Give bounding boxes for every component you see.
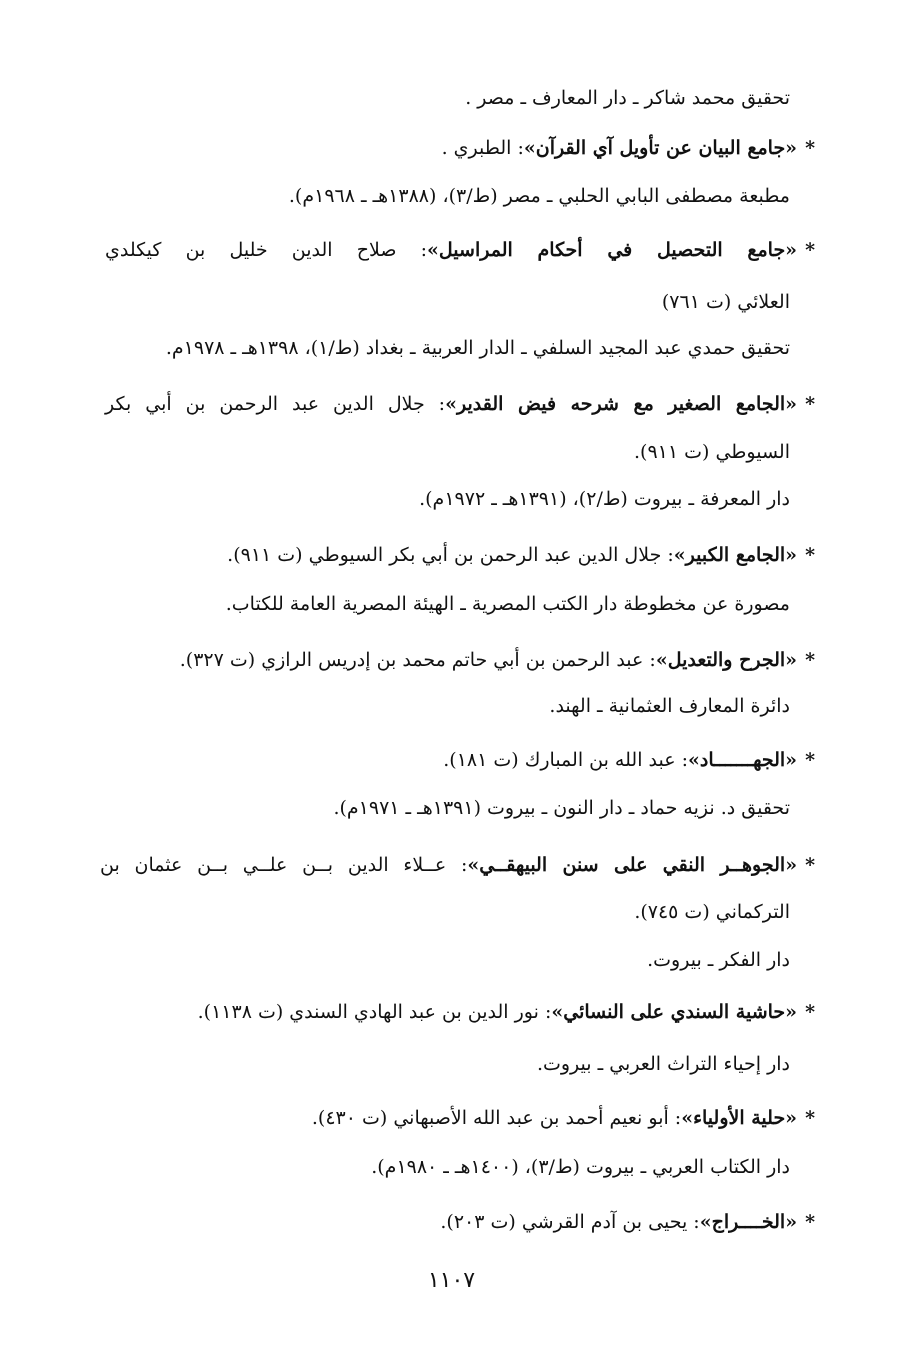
entry-heading bbox=[312, 1103, 815, 1133]
bullet-star: * bbox=[805, 1107, 815, 1129]
entry-detail-line: دار المعرفة ـ بيروت (ط/٢)، (١٣٩١هـ ـ ١٩٧٢م). bbox=[419, 488, 790, 510]
bullet-star: * bbox=[805, 239, 815, 261]
entry-author: : جلال الدين عبد الرحمن بن أبي بكر bbox=[105, 393, 446, 415]
entry-detail-line: العلائي (ت ٧٦١) bbox=[661, 291, 790, 313]
entry-title: «الجوهــر النقي على سنن البيهقــي» bbox=[467, 854, 798, 876]
bullet-star: * bbox=[805, 1211, 815, 1233]
entry-author: : يحيى بن آدم القرشي (ت ٢٠٣). bbox=[440, 1211, 700, 1233]
entry-title: «حلية الأولياء» bbox=[681, 1107, 798, 1129]
entry-title: «الجرح والتعديل» bbox=[655, 649, 798, 671]
bullet-star: * bbox=[805, 649, 815, 671]
bullet-star: * bbox=[805, 1001, 815, 1023]
entry-heading bbox=[198, 997, 815, 1027]
entry-heading bbox=[180, 645, 815, 675]
entry-heading bbox=[440, 1207, 815, 1237]
entry-heading bbox=[105, 389, 815, 419]
bullet-star: * bbox=[805, 137, 815, 159]
entry-detail-line: دائرة المعارف العثمانية ـ الهند. bbox=[549, 695, 790, 717]
entry-author: : أبو نعيم أحمد بن عبد الله الأصبهاني (ت ٤٣٠). bbox=[311, 1107, 682, 1129]
bullet-star: * bbox=[805, 544, 815, 566]
entry-title: «حاشية السندي على النسائي» bbox=[551, 1001, 798, 1023]
entry-title: «جامع التحصيل في أحكام المراسيل» bbox=[427, 239, 798, 261]
entry-author: : جلال الدين عبد الرحمن بن أبي بكر السيوطي (ت ٩١١). bbox=[227, 544, 674, 566]
entry-detail-line: دار إحياء التراث العربي ـ بيروت. bbox=[536, 1053, 790, 1075]
entry-author: : نور الدين بن عبد الهادي السندي (ت ١١٣٨). bbox=[197, 1001, 552, 1023]
page-number: ١١٠٧ bbox=[427, 1268, 476, 1293]
entry-heading bbox=[100, 850, 815, 880]
entry-author: : الطبري . bbox=[441, 137, 524, 159]
entry-title: «الجامع الكبير» bbox=[673, 544, 798, 566]
entry-title: «الجامع الصغير مع شرحه فيض القدير» bbox=[445, 393, 798, 415]
bullet-star: * bbox=[805, 393, 815, 415]
entry-detail-line: دار الفكر ـ بيروت. bbox=[647, 949, 790, 971]
entry-author: : عبد الرحمن بن أبي حاتم محمد بن إدريس الرازي (ت ٣٢٧). bbox=[179, 649, 656, 671]
bullet-star: * bbox=[805, 854, 816, 876]
entry-heading bbox=[443, 745, 815, 775]
entry-title: «الجهـــــــاد» bbox=[688, 749, 798, 771]
entry-heading bbox=[227, 540, 815, 570]
entry-detail-line: تحقيق محمد شاكر ـ دار المعارف ـ مصر . bbox=[465, 87, 790, 109]
entry-heading bbox=[442, 133, 815, 163]
entry-author: : عبد الله بن المبارك (ت ١٨١). bbox=[443, 749, 688, 771]
entry-title: «جامع البيان عن تأويل آي القرآن» bbox=[523, 137, 798, 159]
entry-detail-line: مصورة عن مخطوطة دار الكتب المصرية ـ الهيئة المصرية العامة للكتاب. bbox=[225, 593, 790, 615]
entry-detail-line: السيوطي (ت ٩١١). bbox=[634, 441, 790, 463]
entry-detail-line: مطبعة مصطفى البابي الحلبي ـ مصر (ط/٣)، (١٣٨٨هـ ـ ١٩٦٨م). bbox=[288, 185, 790, 207]
entry-detail-line: تحقيق حمدي عبد المجيد السلفي ـ الدار العربية ـ بغداد (ط/١)، ١٣٩٨هـ ـ ١٩٧٨م. bbox=[165, 337, 790, 359]
entry-author: : عــلاء الدين بــن علــي بــن عثمان بن bbox=[100, 854, 468, 876]
entry-detail-line: دار الكتاب العربي ـ بيروت (ط/٣)، (١٤٠٠هـ ـ ١٩٨٠م). bbox=[371, 1156, 790, 1178]
entry-detail-line: التركماني (ت ٧٤٥). bbox=[634, 901, 790, 923]
bullet-star: * bbox=[805, 749, 815, 771]
entry-title: «الخــــراج» bbox=[699, 1211, 798, 1233]
entry-detail-line: تحقيق د. نزيه حماد ـ دار النون ـ بيروت (١٣٩١هـ ـ ١٩٧١م). bbox=[333, 797, 790, 819]
entry-heading bbox=[105, 235, 815, 265]
entry-author: : صلاح الدين خليل بن كيكلدي bbox=[105, 239, 428, 261]
